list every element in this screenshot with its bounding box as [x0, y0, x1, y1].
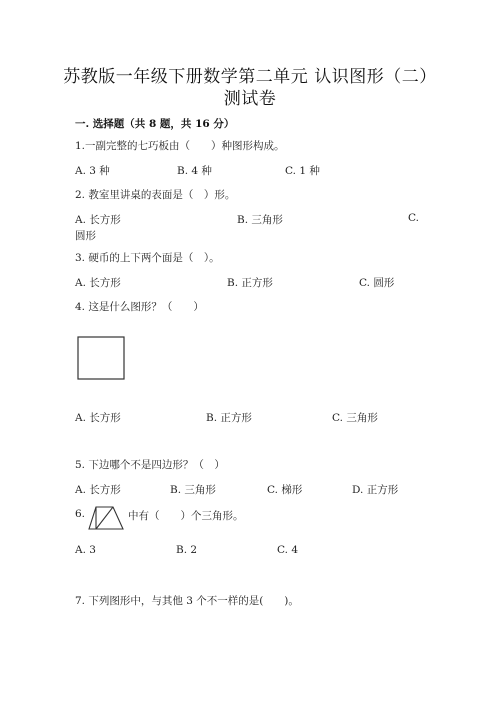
question-4-option-b[interactable]: B. 正方形 — [206, 412, 252, 424]
question-1-stem: 1.一副完整的七巧板由（ ）种图形构成。 — [75, 140, 285, 152]
page-title-line1: 苏教版一年级下册数学第二单元 认识图形（二） — [63, 67, 437, 87]
question-4-option-c[interactable]: C. 三角形 — [332, 412, 378, 424]
question-3-option-a[interactable]: A. 长方形 — [75, 277, 121, 289]
question-5-option-a[interactable]: A. 长方形 — [75, 484, 121, 496]
question-2-option-a[interactable]: A. 长方形 — [75, 214, 121, 226]
trapezoid-triangles-figure — [87, 505, 125, 531]
question-6-option-b[interactable]: B. 2 — [176, 544, 198, 556]
question-7-stem: 7. 下列图形中，与其他 3 个不一样的是( )。 — [75, 595, 299, 607]
question-2-stem: 2. 教室里讲桌的表面是（ ）形。 — [75, 189, 236, 201]
question-1-option-b[interactable]: B. 4 种 — [177, 165, 212, 177]
question-5-option-b[interactable]: B. 三角形 — [170, 484, 216, 496]
question-2-option-b[interactable]: B. 三角形 — [237, 214, 283, 226]
question-3-stem: 3. 硬币的上下两个面是（ ）。 — [75, 252, 220, 264]
square-figure — [77, 336, 127, 382]
question-1-option-c[interactable]: C. 1 种 — [285, 165, 320, 177]
question-6-stem: 中有（ ）个三角形。 — [128, 510, 244, 522]
question-6-option-a[interactable]: A. 3 — [75, 544, 96, 556]
question-5-option-c[interactable]: C. 梯形 — [267, 484, 303, 496]
question-3-option-c[interactable]: C. 圆形 — [359, 277, 395, 289]
question-4-option-a[interactable]: A. 长方形 — [75, 412, 121, 424]
question-2-option-c-text: 圆形 — [75, 230, 96, 242]
question-6-option-c[interactable]: C. 4 — [277, 544, 299, 556]
page-title-line2: 测试卷 — [223, 89, 277, 109]
section-heading: 一. 选择题（共 8 题，共 16 分） — [75, 118, 235, 130]
question-3-option-b[interactable]: B. 正方形 — [227, 277, 273, 289]
question-2-option-c[interactable]: C. — [408, 212, 419, 224]
question-5-option-d[interactable]: D. 正方形 — [352, 484, 399, 496]
question-4-stem: 4. 这是什么图形？（ ） — [75, 301, 204, 313]
question-5-stem: 5. 下边哪个不是四边形？（ ） — [75, 459, 225, 471]
question-1-option-a[interactable]: A. 3 种 — [75, 165, 110, 177]
question-6-number: 6. — [75, 508, 86, 520]
